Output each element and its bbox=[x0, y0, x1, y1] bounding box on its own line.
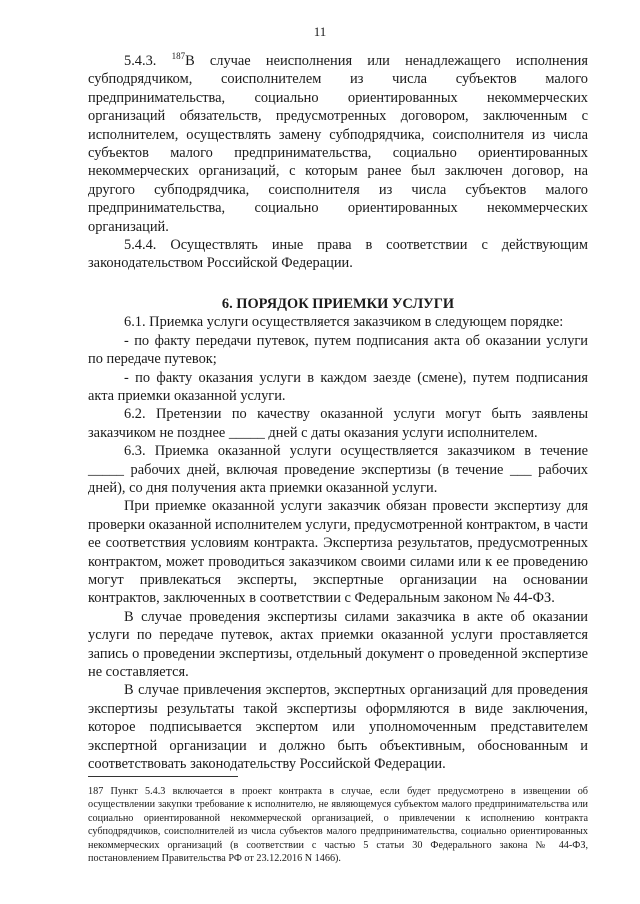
clause-5-4-3-number: 5.4.3. bbox=[124, 53, 157, 69]
paragraph-6-1: 6.1. Приемка услуги осуществляется заказчиком в следующем порядке: bbox=[124, 314, 564, 331]
clause-5-4-3 bbox=[88, 52, 588, 236]
paragraph-6-1-item-2: - по факту оказания услуги в каждом заезде (смене), путем подписания акта приемки оказанной услуги. bbox=[88, 369, 588, 404]
section-heading: 6. ПОРЯДОК ПРИЕМКИ УСЛУГИ bbox=[221, 295, 455, 312]
paragraph-expertise-customer: В случае проведения экспертизы силами заказчика в акте об оказании услуги по передаче путевок, актах приемки оказанной услуги проставляется запись о проведении экспертизы, отдельный документ о проведенной экспертизе не составляется. bbox=[88, 608, 588, 680]
paragraph-6-1-item-1: - по факту передачи путевок, путем подписания акта об оказании услуги по передаче путевок; bbox=[88, 332, 588, 368]
document-body bbox=[88, 52, 588, 773]
paragraph-6-3: 6.3. Приемка оказанной услуги осуществляется заказчиком в течение _____ рабочих дней, включая проведение экспертизы (в течение ___ рабочих дней), со дня получения акта приемки оказанной услуги. bbox=[88, 443, 588, 496]
paragraph-6-2: 6.2. Претензии по качеству оказанной услуги могут быть заявлены заказчиком не позднее _____ дней с даты оказания услуги исполнителем. bbox=[88, 406, 588, 441]
paragraph-expertise: При приемке оказанной услуги заказчик обязан провести экспертизу для проверки оказанной исполнителем услуги, предусмотренной контрактом, в части ее соответствия условиям контракта. Экспертиза результатов, предусмотренных контрактом, может проводиться заказчиком своими силами или к ее проведению могут привлекаться эксперты, экспертные организации на основании контрактов, заключенных в соответствии с Федеральным законом № 44-ФЗ. bbox=[88, 498, 588, 607]
footnote-divider bbox=[88, 776, 238, 777]
clause-5-4-4: 5.4.4. Осуществлять иные права в соответствии с действующим законодательством Российской Федерации. bbox=[88, 237, 588, 272]
page-number: 11 bbox=[313, 24, 327, 39]
clause-5-4-3-text: В случае неисполнения или ненадлежащего исполнения субподрядчиком, соисполнителем из числа субъектов малого предпринимательства, социально ориентированных некоммерческих организаций обязательств, предусмотренных договором, заключенным с исполнителем, осуществлять замену субподрядчика, соисполнителя из числа субъектов малого предпринимательства, социально ориентированных некоммерческих организаций, с которым ранее был заключен договор, на другого субподрядчика, соисполнителя из числа субъектов малого предпринимательства, социально ориентированных некоммерческих организаций. bbox=[88, 53, 588, 235]
footnote-187: 187 Пункт 5.4.3 включается в проект контракта в случае, если будет предусмотрено в извещении об осуществлении закупки требование к исполнителю, не являющемуся субъектом малого предпринимательства или социально ориентированной некоммерческой организацией, о привлечении к исполнению контракта субподрядчиков, соисполнителей из числа субъектов малого предпринимательства, социально ориентированных некоммерческих организаций (в соответствии с частью 5 статьи 30 Федерального закона № 44-ФЗ, постановлением Правительства РФ от 23.12.2016 N 1466). bbox=[88, 786, 588, 865]
paragraph-expertise-experts: В случае привлечения экспертов, экспертных организаций для проведения экспертизы результаты такой экспертизы оформляются в виде заключения, которое подписывается экспертом или уполномоченным представителем экспертной организации и должно быть объективным, обоснованным и соответствовать законодательству Российской Федерации. bbox=[88, 682, 588, 773]
footnote-ref-187[interactable]: 187 bbox=[171, 51, 186, 62]
